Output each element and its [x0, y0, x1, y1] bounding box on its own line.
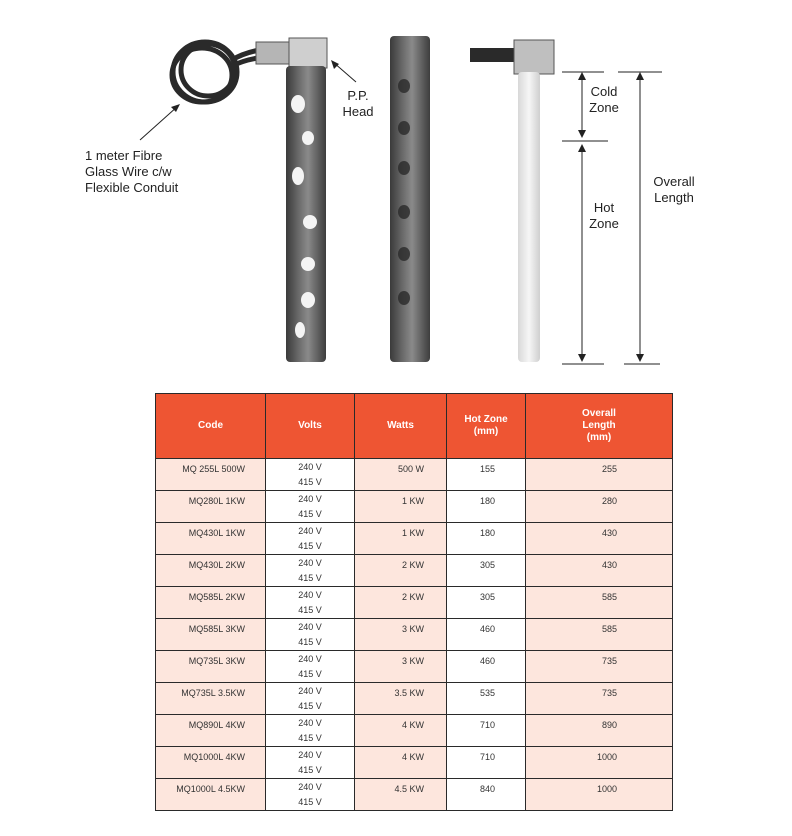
overall-length-label: Overall Length	[653, 174, 695, 205]
header-watts: Watts	[355, 394, 447, 459]
cell-hot-zone: 305	[447, 587, 526, 619]
cell-volts: 240 V 415 V	[266, 619, 355, 651]
cell-hot-zone: 305	[447, 555, 526, 587]
cell-volts: 240 V 415 V	[266, 587, 355, 619]
cell-hot-zone: 180	[447, 491, 526, 523]
cell-code: MQ735L 3KW	[156, 651, 266, 683]
cell-code: MQ280L 1KW	[156, 491, 266, 523]
cell-overall-length: 280	[526, 491, 673, 523]
cell-volts: 240 V 415 V	[266, 523, 355, 555]
cell-overall-length: 735	[526, 683, 673, 715]
cell-volts: 240 V 415 V	[266, 459, 355, 491]
cell-overall-length: 255	[526, 459, 673, 491]
cell-overall-length: 585	[526, 587, 673, 619]
product-figure	[0, 0, 792, 380]
cell-watts: 1 KW	[355, 491, 447, 523]
table-row	[156, 715, 673, 747]
cell-hot-zone: 460	[447, 651, 526, 683]
pp-head-label: P.P. Head	[342, 88, 374, 119]
header-volts: Volts	[266, 394, 355, 459]
cell-hot-zone: 155	[447, 459, 526, 491]
cell-overall-length: 1000	[526, 747, 673, 779]
heater-guarded	[256, 38, 327, 362]
table-row	[156, 619, 673, 651]
cell-volts: 240 V 415 V	[266, 491, 355, 523]
cell-volts: 240 V 415 V	[266, 747, 355, 779]
cell-hot-zone: 840	[447, 779, 526, 811]
table-row	[156, 459, 673, 491]
header-code: Code	[156, 394, 266, 459]
spec-table	[155, 393, 673, 811]
cell-volts: 240 V 415 V	[266, 715, 355, 747]
table-row	[156, 683, 673, 715]
cell-watts: 3.5 KW	[355, 683, 447, 715]
table-row	[156, 555, 673, 587]
cell-overall-length: 890	[526, 715, 673, 747]
cell-watts: 500 W	[355, 459, 447, 491]
cell-overall-length: 1000	[526, 779, 673, 811]
cell-watts: 2 KW	[355, 555, 447, 587]
cell-code: MQ 255L 500W	[156, 459, 266, 491]
cell-overall-length: 735	[526, 651, 673, 683]
cell-overall-length: 430	[526, 523, 673, 555]
table-row	[156, 651, 673, 683]
table-row	[156, 779, 673, 811]
cell-hot-zone: 535	[447, 683, 526, 715]
cell-hot-zone: 710	[447, 715, 526, 747]
cell-watts: 4 KW	[355, 715, 447, 747]
cell-volts: 240 V 415 V	[266, 779, 355, 811]
cell-watts: 2 KW	[355, 587, 447, 619]
cell-code: MQ735L 3.5KW	[156, 683, 266, 715]
cold-zone-label: Cold Zone	[589, 84, 619, 115]
table-header-row	[156, 394, 673, 459]
cell-code: MQ1000L 4KW	[156, 747, 266, 779]
guard-tube	[390, 36, 430, 362]
cell-volts: 240 V 415 V	[266, 651, 355, 683]
header-overall-length: Overall Length (mm)	[526, 394, 673, 459]
cell-code: MQ430L 1KW	[156, 523, 266, 555]
header-hot-zone: Hot Zone (mm)	[447, 394, 526, 459]
cell-hot-zone: 180	[447, 523, 526, 555]
cell-watts: 1 KW	[355, 523, 447, 555]
cell-watts: 4.5 KW	[355, 779, 447, 811]
hot-zone-label: Hot Zone	[589, 200, 619, 231]
cell-code: MQ585L 3KW	[156, 619, 266, 651]
wire-label: 1 meter Fibre Glass Wire c/w Flexible Conduit	[85, 148, 179, 195]
table-row	[156, 491, 673, 523]
table-row	[156, 587, 673, 619]
heating-element	[470, 40, 554, 362]
cell-watts: 3 KW	[355, 619, 447, 651]
table-row	[156, 747, 673, 779]
cell-hot-zone: 710	[447, 747, 526, 779]
table-row	[156, 523, 673, 555]
cell-volts: 240 V 415 V	[266, 683, 355, 715]
cell-watts: 4 KW	[355, 747, 447, 779]
cell-volts: 240 V 415 V	[266, 555, 355, 587]
cell-overall-length: 430	[526, 555, 673, 587]
cell-watts: 3 KW	[355, 651, 447, 683]
cell-overall-length: 585	[526, 619, 673, 651]
cell-code: MQ1000L 4.5KW	[156, 779, 266, 811]
cell-code: MQ430L 2KW	[156, 555, 266, 587]
cell-code: MQ890L 4KW	[156, 715, 266, 747]
cell-hot-zone: 460	[447, 619, 526, 651]
cell-code: MQ585L 2KW	[156, 587, 266, 619]
